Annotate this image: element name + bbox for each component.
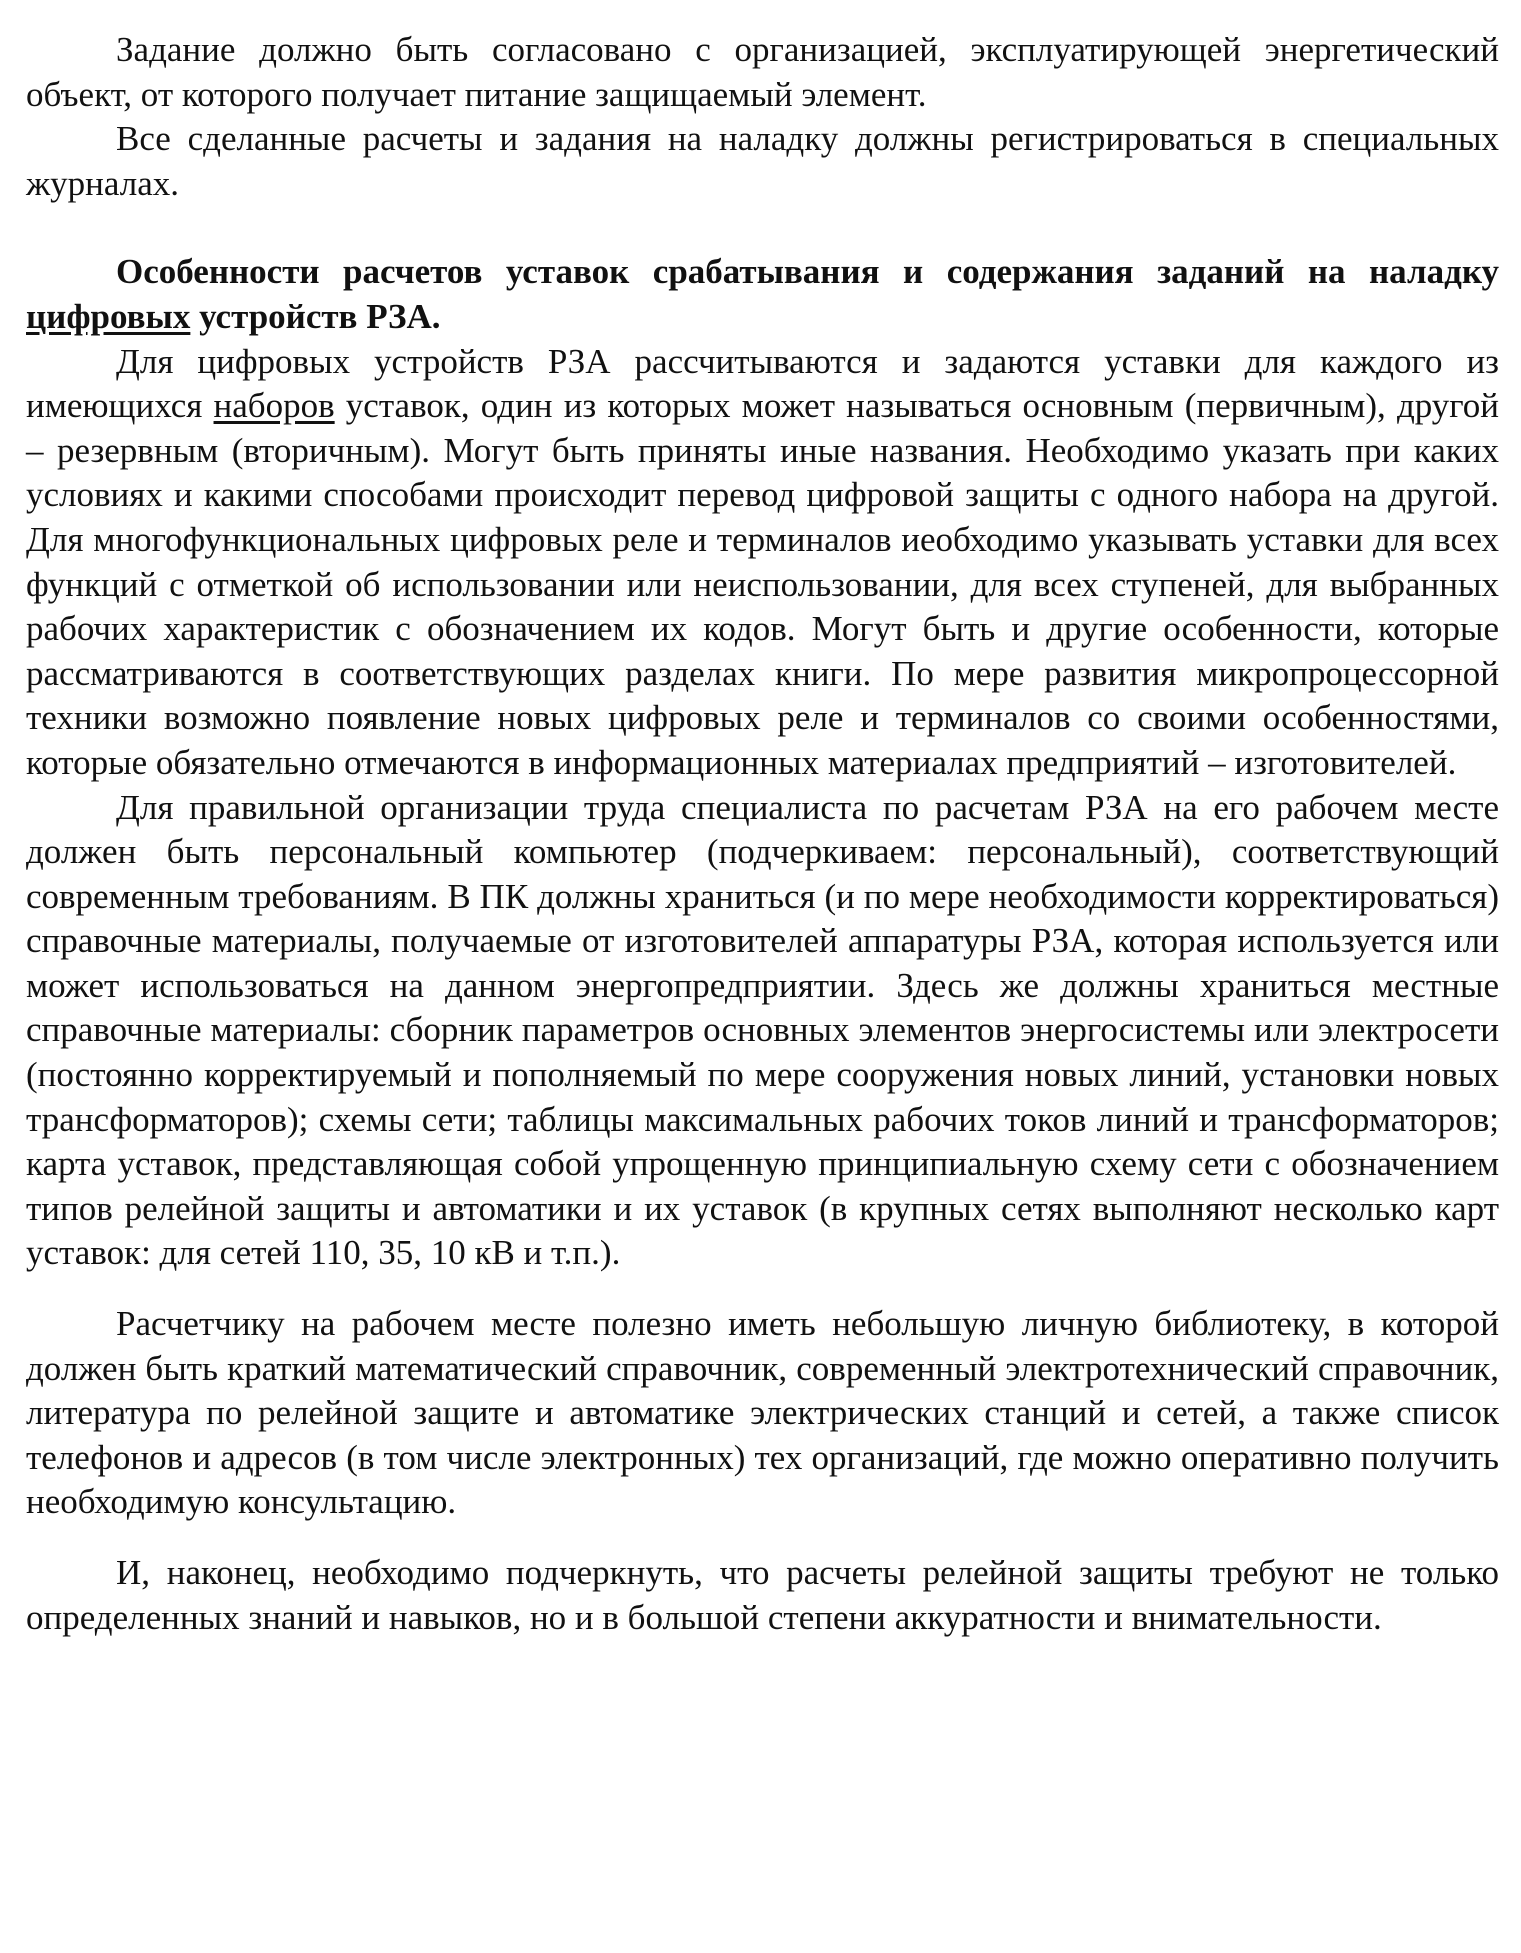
heading-text-end: устройств РЗА. <box>190 296 441 336</box>
paragraph-digital-settings-end: уставок, один из которых может называться основным (первичным), другой – резервным (вторичным). Могут быть приняты иные названия. Необходимо указать при каких условиях и какими способами происходит перевод цифровой защиты с одного набора на другой. Для многофункциональных цифровых реле и терминалов иеобходимо указывать уставки для всех функций с отметкой об использовании или неиспользовании, для всех ступеней, для выбранных рабочих характеристик с обозначением их кодов. Могут быть и другие особенности, которые рассматриваются в соответствующих разделах книги. По мере развития микропроцессорной техники возможно появление новых цифровых реле и терминалов со своими особенностями, которые обязательно отмечаются в информационных материалах предприятий – изготовителей. <box>26 386 1499 782</box>
paragraph-registration: Все сделанные расчеты и задания на наладку должны регистрироваться в специальных журналах. <box>26 119 1499 203</box>
paragraph-conclusion: И, наконец, необходимо подчеркнуть, что расчеты релейной защиты требуют не только определенных знаний и навыков, но и в большой степени аккуратности и внимательности. <box>26 1553 1499 1637</box>
paragraph-agreement: Задание должно быть согласовано с организацией, эксплуатирующей энергетический объект, от которого получает питание защищаемый элемент. <box>26 30 1499 114</box>
heading-text-start: Особенности расчетов уставок срабатывания и содержания заданий на наладку <box>116 252 1499 292</box>
paragraph-digital-settings <box>26 340 1499 786</box>
heading-underlined-word: цифровых <box>26 296 191 336</box>
underlined-word-sets: наборов <box>213 386 335 426</box>
paragraph-digital-settings-start: Для цифровых устройств РЗА рассчитываются и задаются уставки для каждого из имеющихся <box>26 341 1499 426</box>
section-heading <box>26 250 1499 339</box>
paragraph-workplace-organization: Для правильной организации труда специалиста по расчетам РЗА на его рабочем месте должен быть персональный компьютер (подчеркиваем: персональный), соответствующий современным требованиям. В ПК должны храниться (и по мере необходимости корректироваться) справочные материалы, получаемые от изготовителей аппаратуры РЗА, которая используется или может использоваться на данном энергопредприятии. Здесь же должны храниться местные справочные материалы: сборник параметров основных элементов энергосистемы или электросети (постоянно корректируемый и пополняемый по мере сооружения новых линий, установки новых трансформаторов); схемы сети; таблицы максимальных рабочих токов линий и трансформаторов; карта уставок, представляющая собой упрощенную принципиальную схему сети с обозначением типов релейной защиты и автоматики и их уставок (в крупных сетях выполняют несколько карт уставок: для сетей 110, 35, 10 кВ и т.п.). <box>26 787 1499 1273</box>
paragraph-personal-library: Расчетчику на рабочем месте полезно иметь небольшую личную библиотеку, в которой должен быть краткий математический справочник, современный электротехнический справочник, литература по релейной защите и автоматике электрических станций и сетей, а также список телефонов и адресов (в том числе электронных) тех организаций, где можно оперативно получить необходимую консультацию. <box>26 1304 1499 1522</box>
